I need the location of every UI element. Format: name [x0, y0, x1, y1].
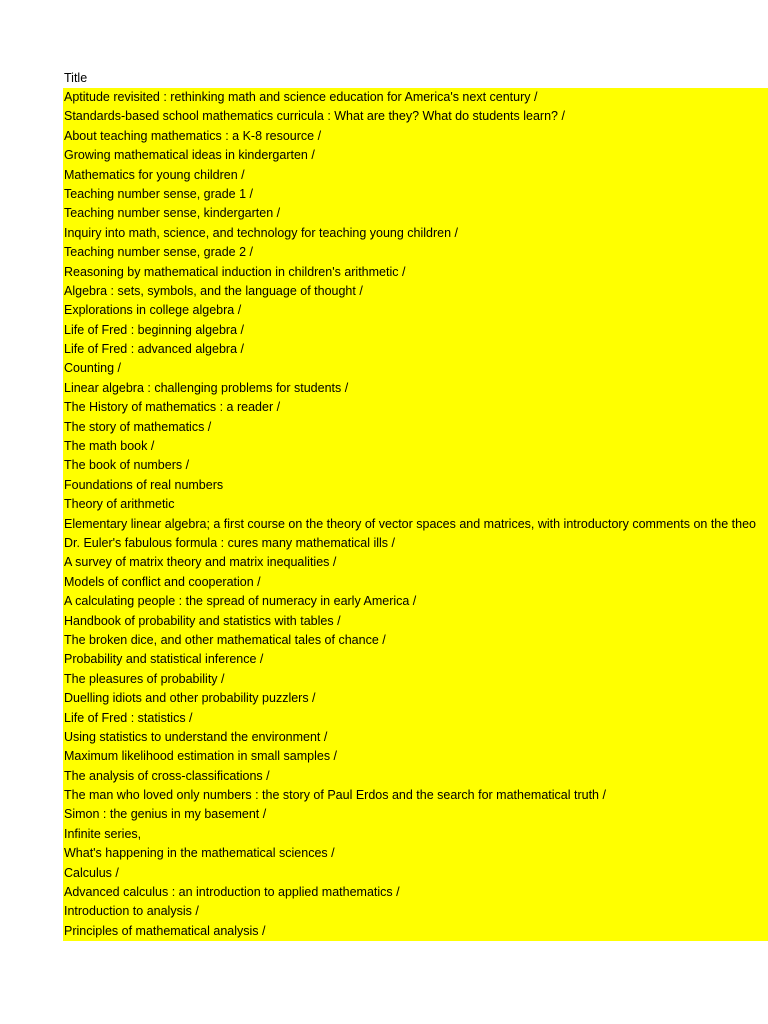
title-row: Algebra : sets, symbols, and the language of thought / — [64, 283, 363, 298]
title-row: The man who loved only numbers : the story of Paul Erdos and the search for mathematical truth / — [64, 788, 606, 803]
title-row: The History of mathematics : a reader / — [64, 400, 281, 415]
title-row: Teaching number sense, grade 1 / — [64, 186, 254, 201]
title-row: Introduction to analysis / — [64, 904, 199, 919]
title-row: Teaching number sense, kindergarten / — [64, 206, 281, 221]
title-row: The pleasures of probability / — [64, 671, 225, 686]
title-row: Elementary linear algebra; a first course on the theory of vector spaces and matrices, with introductory comments on the theo — [64, 516, 757, 531]
title-row: Linear algebra : challenging problems for students / — [64, 380, 349, 395]
title-row: About teaching mathematics : a K-8 resource / — [64, 128, 322, 143]
title-row: The math book / — [64, 439, 155, 454]
title-row: Infinite series, — [64, 826, 142, 841]
column-header-title: Title — [64, 71, 88, 85]
title-row: Calculus / — [64, 865, 119, 880]
title-row: Growing mathematical ideas in kindergarten / — [64, 148, 315, 163]
title-row: Maximum likelihood estimation in small samples / — [64, 749, 338, 764]
title-row: Aptitude revisited : rethinking math and science education for America's next century / — [64, 90, 538, 104]
title-row: Dr. Euler's fabulous formula : cures many mathematical ills / — [64, 535, 395, 550]
title-row: The analysis of cross-classifications / — [64, 768, 270, 783]
title-row: Life of Fred : statistics / — [64, 710, 193, 725]
title-row: Counting / — [64, 361, 121, 376]
title-row: Reasoning by mathematical induction in children's arithmetic / — [64, 264, 406, 279]
title-row: Models of conflict and cooperation / — [64, 574, 261, 589]
title-row: Duelling idiots and other probability puzzlers / — [64, 691, 316, 706]
title-row: Probability and statistical inference / — [64, 652, 264, 667]
title-row: The broken dice, and other mathematical tales of chance / — [64, 632, 386, 647]
title-row: A calculating people : the spread of numeracy in early America / — [64, 594, 417, 609]
title-row: Teaching number sense, grade 2 / — [64, 245, 254, 260]
title-row: Mathematics for young children / — [64, 167, 245, 182]
title-row: What's happening in the mathematical sciences / — [64, 846, 335, 861]
title-row: Inquiry into math, science, and technology for teaching young children / — [64, 225, 458, 240]
title-row: Simon : the genius in my basement / — [64, 807, 267, 822]
title-row: Life of Fred : advanced algebra / — [64, 342, 244, 357]
title-row: The book of numbers / — [64, 458, 190, 473]
title-row: Explorations in college algebra / — [64, 303, 242, 318]
title-row: Principles of mathematical analysis / — [64, 923, 266, 938]
title-row: Foundations of real numbers — [64, 477, 224, 492]
title-list — [63, 88, 768, 941]
title-row: Theory of arithmetic — [64, 497, 175, 512]
title-row: Life of Fred : beginning algebra / — [64, 322, 244, 337]
title-row: Standards-based school mathematics curricula : What are they? What do students learn? / — [64, 109, 565, 124]
title-row: Advanced calculus : an introduction to applied mathematics / — [64, 885, 400, 900]
title-row: A survey of matrix theory and matrix inequalities / — [64, 555, 337, 570]
title-row: Handbook of probability and statistics with tables / — [64, 613, 341, 628]
title-row: The story of mathematics / — [64, 419, 212, 434]
title-row: Using statistics to understand the environment / — [64, 729, 328, 744]
